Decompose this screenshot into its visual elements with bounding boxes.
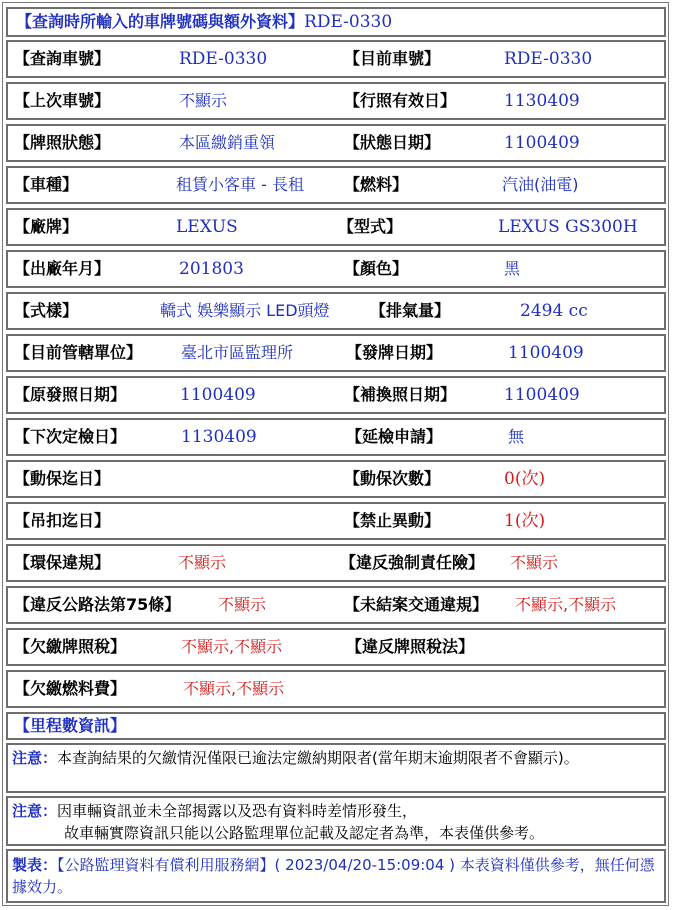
extend-value: 無 [508, 427, 525, 446]
brand-value: LEXUS [176, 217, 238, 237]
license-valid-value: 1130409 [504, 91, 580, 111]
note-2-line-2: 故車輛實際資訊只能以公路監理單位記載及認定者為準，本表僅供參考。 [64, 824, 545, 842]
current-plate-label: 【目前車號】 [344, 49, 441, 68]
lien-count-label: 【動保次數】 [344, 469, 441, 488]
color-label: 【顏色】 [344, 259, 409, 278]
prev-plate-value: 不顯示 [179, 91, 228, 110]
row-orig-license [6, 376, 666, 414]
license-valid-label: 【行照有效日】 [344, 91, 457, 110]
footer-note [6, 849, 666, 903]
row-vehicle-type [6, 166, 666, 204]
seize-until-label: 【吊扣迄日】 [14, 511, 111, 530]
row-seize [6, 502, 666, 540]
traffic-label: 【未結案交通違規】 [344, 595, 489, 614]
insurance-label: 【違反強制責任險】 [340, 553, 485, 572]
row-env [6, 544, 666, 582]
note-1-key: 注意： [12, 749, 58, 767]
fuel-value: 汽油(油電) [502, 175, 579, 194]
note-2-line-1: 因車輛資訊並未全部揭露以及恐有資料時差情形發生， [57, 802, 418, 820]
row-mfg-date [6, 250, 666, 288]
query-plate-value: RDE-0330 [179, 49, 268, 69]
row-fuel-fee [6, 670, 666, 708]
traffic-value: 不顯示,不顯示 [515, 595, 617, 614]
note-1-text: 本查詢結果的欠繳情況僅限已逾法定繳納期限者(當年期末逾期限者不會顯示)。 [57, 749, 579, 767]
footer-text: ( 2023/04/20-15:09:04 ) 本表資料僅供參考，無任何憑據效力。 [12, 856, 655, 896]
office-label: 【目前管轄單位】 [14, 343, 143, 362]
env-label: 【環保違規】 [14, 553, 111, 572]
displacement-label: 【排氣量】 [370, 301, 451, 320]
vehicle-type-label: 【車種】 [14, 175, 79, 194]
page-title [16, 9, 392, 35]
law75-label: 【違反公路法第75條】 [14, 595, 181, 614]
style-label: 【式樣】 [14, 301, 79, 320]
fuel-fee-label: 【欠繳燃料費】 [14, 679, 127, 698]
row-lien [6, 460, 666, 498]
title-plate: RDE-0330 [304, 12, 393, 32]
row-law75 [6, 586, 666, 624]
prev-plate-label: 【上次車號】 [14, 91, 111, 110]
note-2 [6, 796, 666, 846]
current-plate-value: RDE-0330 [504, 49, 593, 69]
status-date-label: 【狀態日期】 [344, 133, 441, 152]
style-value: 轎式 娛樂顯示 LED頭燈 [160, 301, 330, 320]
env-value: 不顯示 [178, 553, 227, 572]
office-value: 臺北市區監理所 [181, 343, 294, 362]
vehicle-type-value: 租賃小客車 - 長租 [176, 175, 304, 194]
plate-tax-law-label: 【違反牌照稅法】 [346, 637, 475, 656]
row-brand [6, 208, 666, 246]
next-inspect-label: 【下次定檢日】 [14, 427, 127, 446]
lien-until-label: 【動保迄日】 [14, 469, 111, 488]
row-office [6, 334, 666, 372]
title-prefix: 【查詢時所輸入的車牌號碼與額外資料】 [16, 12, 305, 31]
header-row [6, 7, 666, 37]
plate-tax-value: 不顯示,不顯示 [181, 637, 283, 656]
footer-key: 製表： [12, 856, 58, 874]
color-value: 黑 [504, 259, 521, 278]
lien-count-value: 0(次) [504, 469, 546, 489]
query-plate-label: 【查詢車號】 [14, 49, 111, 68]
issue-date-label: 【發牌日期】 [346, 343, 443, 362]
fuel-fee-value: 不顯示,不顯示 [183, 679, 285, 698]
orig-license-value: 1100409 [180, 385, 256, 405]
plate-status-value: 本區繳銷重領 [179, 133, 276, 152]
mileage-row [6, 712, 666, 740]
next-inspect-value: 1130409 [181, 427, 257, 447]
prohibit-value: 1(次) [504, 511, 546, 531]
note-2-key: 注意： [12, 802, 58, 820]
plate-tax-label: 【欠繳牌照稅】 [14, 637, 127, 656]
reissue-value: 1100409 [504, 385, 580, 405]
displacement-value: 2494 cc [520, 301, 588, 321]
status-date-value: 1100409 [504, 133, 580, 153]
row-prev-plate [6, 82, 666, 120]
row-next-inspect [6, 418, 666, 456]
note-1 [6, 743, 666, 793]
mileage-title: 【里程數資訊】 [14, 716, 127, 735]
extend-label: 【延檢申請】 [346, 427, 443, 446]
insurance-value: 不顯示 [510, 553, 559, 572]
row-plates [6, 40, 666, 78]
plate-status-label: 【牌照狀態】 [14, 133, 111, 152]
mfg-date-label: 【出廠年月】 [14, 259, 111, 278]
orig-license-label: 【原發照日期】 [14, 385, 127, 404]
row-plate-status [6, 124, 666, 162]
issue-date-value: 1100409 [508, 343, 584, 363]
row-plate-tax [6, 628, 666, 666]
fuel-label: 【燃料】 [344, 175, 409, 194]
model-value: LEXUS GS300H [498, 217, 638, 237]
footer-source: 【公路監理資料有償利用服務網】 [57, 856, 275, 874]
prohibit-label: 【禁止異動】 [344, 511, 441, 530]
reissue-label: 【補換照日期】 [344, 385, 457, 404]
law75-value: 不顯示 [218, 595, 267, 614]
brand-label: 【廠牌】 [14, 217, 79, 236]
model-label: 【型式】 [338, 217, 403, 236]
mfg-date-value: 201803 [179, 259, 244, 279]
row-style [6, 292, 666, 330]
